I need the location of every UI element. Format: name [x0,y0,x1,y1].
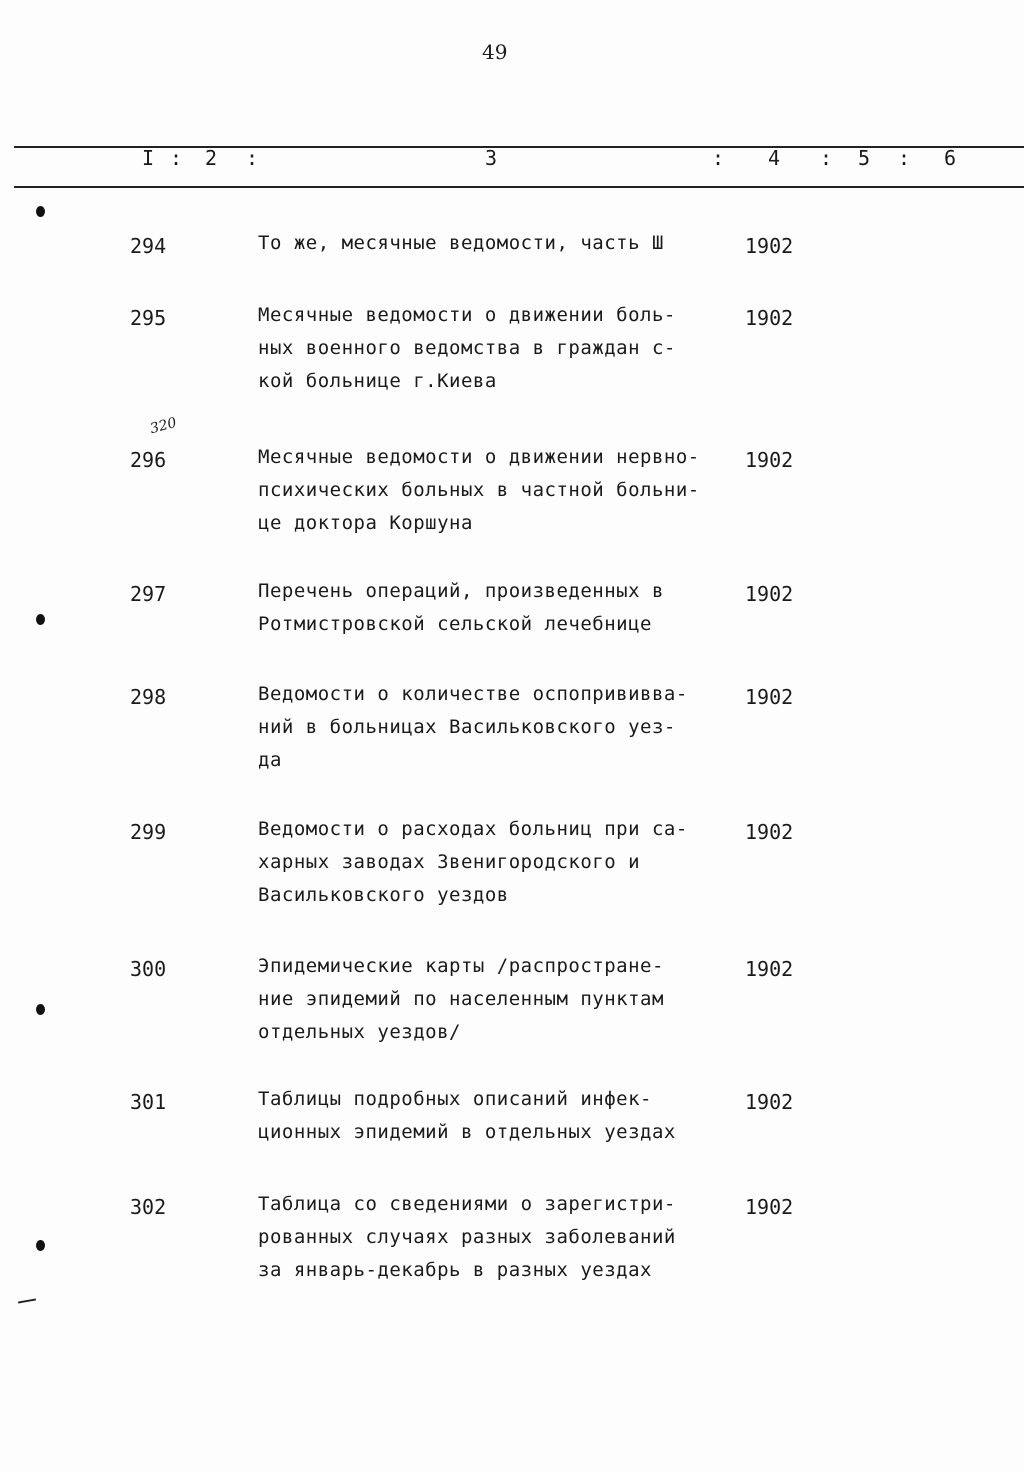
page-number: 49 [482,40,508,64]
item-description [258,813,688,912]
item-year: 1902 [745,448,794,472]
header-sep: : [898,146,911,170]
description-line: ний в больницах Васильковского уез- [258,716,676,738]
description-line: Эпидемические карты /распростране- [258,955,664,977]
item-year: 1902 [745,1195,794,1219]
header-sep: : [170,146,183,170]
item-description [258,678,688,777]
description-line: Ведомости о количестве оспопрививва- [258,683,688,705]
item-description [258,1188,676,1287]
description-line: Месячные ведомости о движении нервно- [258,446,700,468]
item-description [258,227,664,260]
item-description [258,441,700,540]
description-line: отдельных уездов/ [258,1021,461,1043]
header-col-2: 2 [205,146,218,170]
item-year: 1902 [745,685,794,709]
description-line: кой больнице г.Киева [258,370,497,392]
header-col-5: 5 [858,146,871,170]
item-description [258,575,664,641]
description-line: Таблица со сведениями о зарегистри- [258,1193,676,1215]
item-number: 300 [130,957,167,981]
item-number: 302 [130,1195,167,1219]
item-description [258,1083,676,1149]
description-line: да [258,749,282,771]
description-line: Ведомости о расходах больниц при са- [258,818,688,840]
description-line: ных военного ведомства в граждан с- [258,337,676,359]
item-number: 297 [130,582,167,606]
description-line: ние эпидемий по населенным пунктам [258,988,664,1010]
header-sep: : [820,146,833,170]
item-year: 1902 [745,234,794,258]
header-col-1: I [142,146,155,170]
header-top-rule [14,146,1024,148]
item-number: 299 [130,820,167,844]
item-year: 1902 [745,820,794,844]
header-bottom-rule [14,186,1024,188]
description-line: рованных случаях разных заболеваний [258,1226,676,1248]
header-col-3: 3 [485,146,498,170]
header-sep: : [246,146,259,170]
punch-hole [36,614,45,625]
margin-mark [18,1298,36,1303]
item-number: 295 [130,306,167,330]
description-line: Таблицы подробных описаний инфек- [258,1088,652,1110]
item-number: 298 [130,685,167,709]
header-col-4: 4 [768,146,781,170]
margin-note: 320 [148,414,179,438]
description-line: психических больных в частной больни- [258,479,700,501]
item-description [258,299,676,398]
description-line: Васильковского уездов [258,884,509,906]
header-col-6: 6 [944,146,957,170]
item-year: 1902 [745,957,794,981]
description-line: Месячные ведомости о движении боль- [258,304,676,326]
item-number: 294 [130,234,167,258]
item-year: 1902 [745,306,794,330]
description-line: То же, месячные ведомости, часть Ш [258,232,664,254]
punch-hole [36,206,45,217]
description-line: Ротмистровской сельской лечебнице [258,613,652,635]
item-number: 301 [130,1090,167,1114]
header-sep: : [712,146,725,170]
description-line: Перечень операций, произведенных в [258,580,664,602]
item-year: 1902 [745,1090,794,1114]
punch-hole [36,1240,45,1251]
item-year: 1902 [745,582,794,606]
description-line: за январь-декабрь в разных уездах [258,1259,652,1281]
description-line: це доктора Коршуна [258,512,473,534]
item-number: 296 [130,448,167,472]
punch-hole [36,1004,45,1015]
item-description [258,950,664,1049]
description-line: ционных эпидемий в отдельных уездах [258,1121,676,1143]
description-line: харных заводах Звенигородского и [258,851,641,873]
